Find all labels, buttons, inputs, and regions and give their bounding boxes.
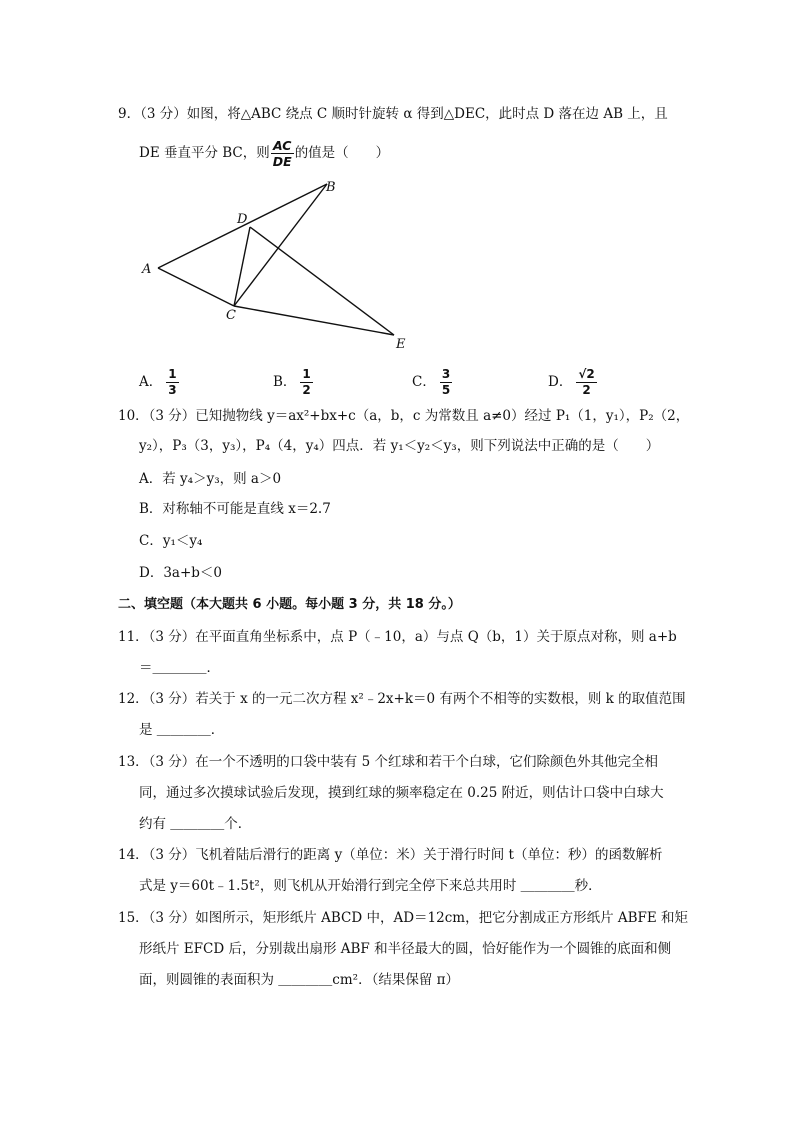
q10-option-c[interactable]: C．y₁＜y₄ xyxy=(139,533,203,549)
q10-line1: 10．（3 分）已知抛物线 y＝ax²+bx+c（a，b，c 为常数且 a≠0）经过 P₁（1，y₁），P₂（2， xyxy=(118,408,690,424)
segment-AC xyxy=(158,268,234,306)
q9-fraction-num: AC xyxy=(271,138,294,154)
q10-option-b[interactable]: B．对称轴不可能是直线 x＝2.7 xyxy=(139,501,331,517)
q9-option-b-den: 2 xyxy=(302,383,311,397)
q9-option-d-den: 2 xyxy=(582,383,591,397)
q14-line1: 14．（3 分）飞机着陆后滑行的距离 y（单位：米）关于滑行时间 t（单位：秒）的函数解析 xyxy=(118,847,663,863)
label-D: D xyxy=(237,212,248,227)
q12-line2: 是 ＿＿＿＿． xyxy=(139,722,225,738)
q9-option-c-den: 5 xyxy=(441,383,451,397)
q9-line2-post: 的值是（ ） xyxy=(294,145,390,161)
segment-DC xyxy=(234,227,250,306)
q10-option-a[interactable]: A．若 y₄＞y₃，则 a＞0 xyxy=(139,471,282,487)
q9-fraction-den: DE xyxy=(272,154,292,169)
q9-option-d[interactable] xyxy=(548,367,597,398)
q9-option-d-num: √2 xyxy=(578,367,595,381)
q9-option-c-fraction xyxy=(440,367,452,398)
label-A: A xyxy=(142,262,152,277)
q11-line1: 11．（3 分）在平面直角坐标系中，点 P（﹣10，a）与点 Q（b，1）关于原点对称，则 a+b xyxy=(118,629,677,645)
q15-line1: 15．（3 分）如图所示，矩形纸片 ABCD 中，AD＝12cm，把它分割成正方形纸片 ABFE 和矩 xyxy=(118,910,689,926)
q13-line2: 同，通过多次摸球试验后发现，摸到红球的频率稳定在 0.25 附近，则估计口袋中白球大 xyxy=(139,785,664,801)
q9-option-b[interactable] xyxy=(273,367,313,398)
label-C: C xyxy=(226,308,236,323)
q11-line2: ＝＿＿＿＿． xyxy=(139,660,220,676)
q9-option-d-label: D． xyxy=(548,374,573,390)
q9-fraction xyxy=(271,138,294,169)
q15-line2: 形纸片 EFCD 后，分别裁出扇形 ABF 和半径最大的圆，恰好能作为一个圆锥的底面和侧 xyxy=(139,941,672,957)
q9-line1: 9．（3 分）如图，将△ABC 绕点 C 顺时针旋转 α 得到△DEC，此时点 D 落在边 AB 上，且 xyxy=(118,106,668,122)
label-B: B xyxy=(326,180,336,195)
q13-line3: 约有 ＿＿＿＿个． xyxy=(139,816,252,832)
q9-option-a-label: A． xyxy=(139,374,163,390)
q9-option-b-num: 1 xyxy=(302,367,311,381)
segment-CE xyxy=(234,306,394,335)
figure-lines xyxy=(158,184,394,335)
q15-line3: 面，则圆锥的表面积为 ＿＿＿＿cm²．（结果保留 π） xyxy=(139,972,459,988)
q9-option-c-num: 3 xyxy=(441,367,451,381)
q9-option-a-fraction xyxy=(166,367,178,398)
q9-option-a-den: 3 xyxy=(168,383,177,397)
q9-option-a[interactable] xyxy=(139,367,179,398)
q9-triangle-figure xyxy=(130,170,430,360)
q9-option-d-fraction xyxy=(576,367,596,398)
q10-option-d[interactable]: D．3a+b＜0 xyxy=(139,565,223,581)
q14-line2: 式是 y＝60t﹣1.5t²，则飞机从开始滑行到完全停下来总共用时 ＿＿＿＿秒． xyxy=(139,878,602,894)
q10-line2: y₂），P₃（3，y₃），P₄（4，y₄）四点．若 y₁＜y₂＜y₃，则下列说法中正确的是（ ） xyxy=(139,438,660,454)
q9-line2-pre: DE 垂直平分 BC，则 xyxy=(139,145,270,161)
section-heading-fill-in: 二、填空题（本大题共 6 小题。每小题 3 分，共 18 分。） xyxy=(118,597,461,612)
q13-line1: 13．（3 分）在一个不透明的口袋中装有 5 个红球和若干个白球，它们除颜色外其他完全相 xyxy=(118,754,658,770)
label-E: E xyxy=(396,337,406,352)
segment-CB xyxy=(234,184,327,306)
q9-option-b-fraction xyxy=(300,367,312,398)
q12-line1: 12．（3 分）若关于 x 的一元二次方程 x²﹣2x+k＝0 有两个不相等的实数根，则 k 的取值范围 xyxy=(118,691,686,707)
q9-option-c-label: C． xyxy=(412,374,436,390)
q9-option-c[interactable] xyxy=(412,367,452,398)
segment-DE xyxy=(250,227,394,335)
q9-option-b-label: B． xyxy=(273,374,297,390)
q9-option-a-num: 1 xyxy=(168,367,177,381)
q9-line2 xyxy=(139,138,794,169)
